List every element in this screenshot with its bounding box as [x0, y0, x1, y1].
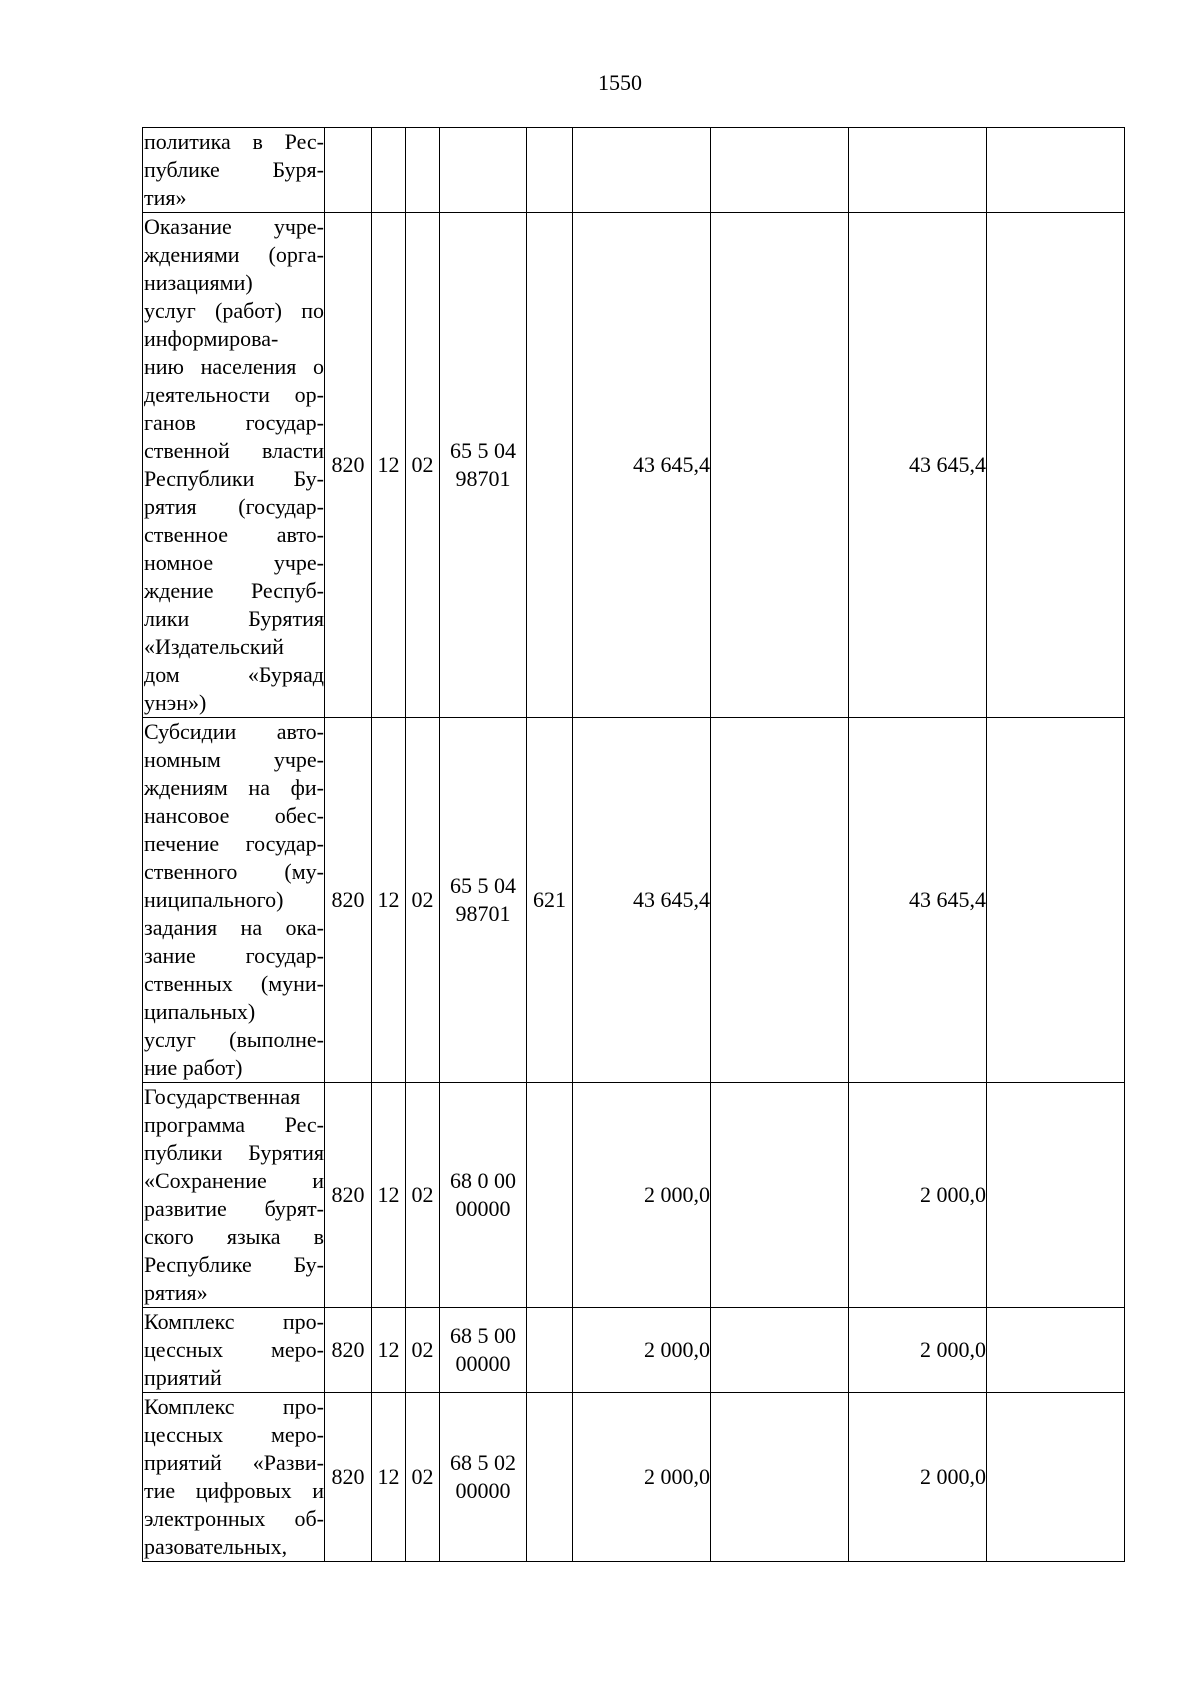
section-code-cell: 12	[372, 213, 406, 718]
amount-cell-3	[849, 128, 987, 213]
row-name-line: лики Бурятия	[144, 606, 324, 631]
target-article-cell	[440, 1083, 527, 1308]
amount-cell-1: 2 000,0	[573, 1308, 711, 1393]
row-name-line: услуг (работ) по	[144, 298, 324, 323]
row-name-line: Республики Бу-	[144, 466, 324, 491]
amount-cell-4	[987, 1083, 1125, 1308]
target-article-cell	[440, 1393, 527, 1562]
row-name-line: ципальных)	[144, 999, 256, 1024]
ministry-code-cell: 820	[325, 213, 372, 718]
section-code-cell: 12	[372, 718, 406, 1083]
subsection-code-cell: 02	[406, 1083, 440, 1308]
row-name-line: дом «Буряад	[144, 662, 324, 687]
amount-cell-1: 2 000,0	[573, 1083, 711, 1308]
row-name-line: Государственная	[144, 1084, 301, 1109]
row-name-line: ждение Респуб-	[144, 578, 324, 603]
row-name-line: программа Рес-	[144, 1112, 324, 1137]
row-name-line: унэн»)	[144, 690, 207, 715]
target-article-part2: 00000	[455, 1351, 511, 1376]
row-name-line: Республике Бу-	[144, 1252, 324, 1277]
amount-cell-2	[711, 213, 849, 718]
amount-cell-4	[987, 1308, 1125, 1393]
expense-type-cell	[527, 213, 573, 718]
row-name-line: зание государ-	[144, 943, 324, 968]
row-name	[143, 128, 325, 213]
page-number: 1550	[598, 70, 642, 95]
target-article-part1: 68 5 02	[450, 1450, 516, 1475]
subsection-code-cell	[406, 128, 440, 213]
target-article-part2: 00000	[455, 1196, 511, 1221]
subsection-code-cell: 02	[406, 1393, 440, 1562]
amount-cell-1: 43 645,4	[573, 718, 711, 1083]
row-name-line: ственных (муни-	[144, 971, 324, 996]
target-article-cell	[440, 213, 527, 718]
target-article-part1: 68 5 00	[450, 1323, 516, 1348]
amount-cell-3: 2 000,0	[849, 1393, 987, 1562]
row-name-line: номное учре-	[144, 550, 324, 575]
ministry-code-cell: 820	[325, 1308, 372, 1393]
row-name-line: цессных меро-	[144, 1422, 324, 1447]
expense-type-cell	[527, 128, 573, 213]
amount-cell-2	[711, 128, 849, 213]
row-name-line: ственное авто-	[144, 522, 324, 547]
target-article-part2: 98701	[455, 466, 511, 491]
row-name-line: публики Бурятия	[144, 1140, 324, 1165]
row-name-line: Субсидии авто-	[144, 719, 324, 744]
amount-cell-2	[711, 1308, 849, 1393]
ministry-code-cell: 820	[325, 718, 372, 1083]
table-row	[143, 718, 1125, 1083]
row-name-line: разовательных,	[144, 1534, 288, 1559]
table-row	[143, 1393, 1125, 1562]
target-article-part1: 65 5 04	[450, 873, 516, 898]
target-article-part2: 00000	[455, 1478, 511, 1503]
row-name-line: политика в Рес-	[144, 129, 324, 154]
row-name-line: ганов государ-	[144, 410, 324, 435]
row-name-line: рятия»	[144, 1280, 208, 1305]
row-name-line: цессных меро-	[144, 1337, 324, 1362]
amount-cell-2	[711, 1393, 849, 1562]
row-name-line: рятия (государ-	[144, 494, 324, 519]
row-name-line: ниципального)	[144, 887, 284, 912]
subsection-code-cell: 02	[406, 213, 440, 718]
row-name-line: Комплекс про-	[144, 1394, 324, 1419]
target-article-part1: 65 5 04	[450, 438, 516, 463]
subsection-code-cell: 02	[406, 1308, 440, 1393]
row-name-line: «Сохранение и	[144, 1168, 324, 1193]
ministry-code-cell: 820	[325, 1393, 372, 1562]
row-name-line: развитие бурят-	[144, 1196, 324, 1221]
amount-cell-4	[987, 718, 1125, 1083]
row-name-line: нансовое обес-	[144, 803, 324, 828]
amount-cell-1: 2 000,0	[573, 1393, 711, 1562]
row-name-line: ственной власти	[144, 438, 324, 463]
amount-cell-1	[573, 128, 711, 213]
row-name	[143, 1308, 325, 1393]
row-name-line: печение государ-	[144, 831, 324, 856]
section-code-cell: 12	[372, 1308, 406, 1393]
row-name-line: ждениями (орга-	[144, 242, 324, 267]
amount-cell-4	[987, 128, 1125, 213]
row-name-line: приятий «Разви-	[144, 1450, 324, 1475]
expense-type-cell: 621	[527, 718, 573, 1083]
row-name-line: деятельности ор-	[144, 382, 324, 407]
row-name-line: приятий	[144, 1365, 222, 1390]
row-name-line: ского языка в	[144, 1224, 324, 1249]
row-name-line: номным учре-	[144, 747, 324, 772]
target-article-part2: 98701	[455, 901, 511, 926]
table-row	[143, 128, 1125, 213]
section-code-cell	[372, 128, 406, 213]
row-name-line: Комплекс про-	[144, 1309, 324, 1334]
row-name-line: тия»	[144, 185, 187, 210]
budget-table	[142, 127, 1125, 1562]
section-code-cell: 12	[372, 1393, 406, 1562]
amount-cell-3: 43 645,4	[849, 718, 987, 1083]
table-row	[143, 213, 1125, 718]
row-name-line: информирова-	[144, 326, 279, 351]
expense-type-cell	[527, 1083, 573, 1308]
amount-cell-4	[987, 213, 1125, 718]
row-name-line: услуг (выполне-	[144, 1027, 324, 1052]
row-name-line: «Издательский	[144, 634, 284, 659]
amount-cell-3: 2 000,0	[849, 1083, 987, 1308]
amount-cell-2	[711, 718, 849, 1083]
expense-type-cell	[527, 1308, 573, 1393]
ministry-code-cell	[325, 128, 372, 213]
row-name-line: публике Буря-	[144, 157, 324, 182]
row-name-line: нию населения о	[144, 354, 324, 379]
row-name-line: ние работ)	[144, 1055, 243, 1080]
row-name-line: задания на ока-	[144, 915, 324, 940]
section-code-cell: 12	[372, 1083, 406, 1308]
amount-cell-4	[987, 1393, 1125, 1562]
ministry-code-cell: 820	[325, 1083, 372, 1308]
row-name-line: ственного (му-	[144, 859, 324, 884]
row-name	[143, 213, 325, 718]
row-name	[143, 718, 325, 1083]
target-article-cell	[440, 718, 527, 1083]
target-article-part1: 68 0 00	[450, 1168, 516, 1193]
table-row	[143, 1308, 1125, 1393]
target-article-cell	[440, 1308, 527, 1393]
row-name-line: Оказание учре-	[144, 214, 324, 239]
row-name-line: ждениям на фи-	[144, 775, 324, 800]
amount-cell-2	[711, 1083, 849, 1308]
table-row	[143, 1083, 1125, 1308]
row-name	[143, 1083, 325, 1308]
amount-cell-3: 43 645,4	[849, 213, 987, 718]
target-article-cell	[440, 128, 527, 213]
row-name-line: электронных об-	[144, 1506, 324, 1531]
expense-type-cell	[527, 1393, 573, 1562]
row-name	[143, 1393, 325, 1562]
row-name-line: тие цифровых и	[144, 1478, 324, 1503]
amount-cell-1: 43 645,4	[573, 213, 711, 718]
row-name-line: низациями)	[144, 270, 253, 295]
amount-cell-3: 2 000,0	[849, 1308, 987, 1393]
subsection-code-cell: 02	[406, 718, 440, 1083]
